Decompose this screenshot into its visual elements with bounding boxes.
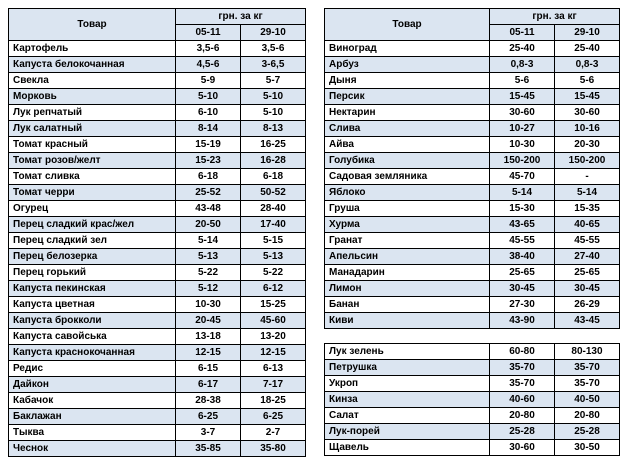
- price-date-2: 50-52: [241, 185, 306, 201]
- table-row: [9, 377, 306, 393]
- price-date-2: 80-130: [555, 344, 620, 360]
- table-row: [325, 201, 620, 217]
- product-name: Нектарин: [325, 105, 490, 121]
- product-name: Перец сладкий зел: [9, 233, 176, 249]
- product-name: Перец сладкий крас/жел: [9, 217, 176, 233]
- fruits-greens-rows: [325, 41, 620, 456]
- price-date-2: 150-200: [555, 153, 620, 169]
- product-name: Персик: [325, 89, 490, 105]
- price-date-1: 10-27: [490, 121, 555, 137]
- header-unit: грн. за кг: [490, 9, 620, 25]
- price-date-2: 25-65: [555, 265, 620, 281]
- header-date-1: 05-11: [490, 25, 555, 41]
- price-date-2: 25-40: [555, 41, 620, 57]
- table-row: [325, 121, 620, 137]
- product-name: Томат красный: [9, 137, 176, 153]
- header-date-2: 29-10: [241, 25, 306, 41]
- price-date-1: 25-52: [176, 185, 241, 201]
- product-name: Манадарин: [325, 265, 490, 281]
- price-date-1: 15-19: [176, 137, 241, 153]
- table-row: [9, 441, 306, 457]
- table-row: [9, 281, 306, 297]
- price-date-2: 26-29: [555, 297, 620, 313]
- price-date-2: 6-13: [241, 361, 306, 377]
- table-row: [325, 233, 620, 249]
- price-date-1: 10-30: [176, 297, 241, 313]
- table-row: [9, 425, 306, 441]
- product-name: Капуста пекинская: [9, 281, 176, 297]
- price-date-2: 5-22: [241, 265, 306, 281]
- product-name: Щавель: [325, 440, 490, 456]
- price-date-1: 10-30: [490, 137, 555, 153]
- price-date-2: 2-7: [241, 425, 306, 441]
- product-name: Лук-порей: [325, 424, 490, 440]
- table-row: [325, 313, 620, 329]
- table-row: [9, 409, 306, 425]
- price-date-2: 8-13: [241, 121, 306, 137]
- price-date-2: 16-28: [241, 153, 306, 169]
- table-row: [9, 249, 306, 265]
- table-row: [9, 393, 306, 409]
- table-row: [9, 89, 306, 105]
- table-row: [9, 169, 306, 185]
- price-date-1: 38-40: [490, 249, 555, 265]
- table-row: [325, 169, 620, 185]
- product-name: Редис: [9, 361, 176, 377]
- price-date-2: 6-25: [241, 409, 306, 425]
- price-date-2: 20-80: [555, 408, 620, 424]
- price-date-1: 20-45: [176, 313, 241, 329]
- price-date-2: 6-12: [241, 281, 306, 297]
- price-date-1: 30-60: [490, 440, 555, 456]
- table-row: [325, 217, 620, 233]
- table-row: [9, 153, 306, 169]
- price-date-1: 6-15: [176, 361, 241, 377]
- price-date-1: 27-30: [490, 297, 555, 313]
- price-date-2: 20-30: [555, 137, 620, 153]
- section-gap: [325, 329, 620, 344]
- product-name: Слива: [325, 121, 490, 137]
- vegetables-price-table: [8, 8, 306, 457]
- price-date-2: 40-50: [555, 392, 620, 408]
- price-date-2: 35-80: [241, 441, 306, 457]
- price-date-1: 5-13: [176, 249, 241, 265]
- table-row: [9, 345, 306, 361]
- price-date-2: 5-10: [241, 105, 306, 121]
- table-row: [325, 137, 620, 153]
- product-name: Баклажан: [9, 409, 176, 425]
- table-row: [325, 392, 620, 408]
- product-name: Хурма: [325, 217, 490, 233]
- product-name: Томат сливка: [9, 169, 176, 185]
- price-date-2: 15-25: [241, 297, 306, 313]
- price-date-2: 7-17: [241, 377, 306, 393]
- price-date-1: 25-28: [490, 424, 555, 440]
- price-date-1: 150-200: [490, 153, 555, 169]
- product-name: Картофель: [9, 41, 176, 57]
- table-row: [325, 440, 620, 456]
- table-row: [9, 73, 306, 89]
- product-name: Лимон: [325, 281, 490, 297]
- price-date-1: 25-40: [490, 41, 555, 57]
- price-date-2: 0,8-3: [555, 57, 620, 73]
- table-row: [325, 73, 620, 89]
- table-row: [9, 57, 306, 73]
- product-name: Перец белозерка: [9, 249, 176, 265]
- price-date-1: 13-18: [176, 329, 241, 345]
- price-date-1: 25-65: [490, 265, 555, 281]
- table-row: [325, 424, 620, 440]
- price-date-1: 6-10: [176, 105, 241, 121]
- product-name: Лук зелень: [325, 344, 490, 360]
- table-row: [9, 297, 306, 313]
- product-name: Тыква: [9, 425, 176, 441]
- product-name: Капуста брокколи: [9, 313, 176, 329]
- price-date-1: 30-60: [490, 105, 555, 121]
- product-name: Салат: [325, 408, 490, 424]
- product-name: Виноград: [325, 41, 490, 57]
- product-name: Апельсин: [325, 249, 490, 265]
- price-date-1: 0,8-3: [490, 57, 555, 73]
- price-date-2: 45-55: [555, 233, 620, 249]
- price-date-2: 5-10: [241, 89, 306, 105]
- product-name: Капуста белокочанная: [9, 57, 176, 73]
- price-date-2: 30-45: [555, 281, 620, 297]
- product-name: Петрушка: [325, 360, 490, 376]
- price-date-1: 4,5-6: [176, 57, 241, 73]
- price-date-1: 5-6: [490, 73, 555, 89]
- price-date-1: 6-25: [176, 409, 241, 425]
- price-date-2: 18-25: [241, 393, 306, 409]
- product-name: Лук салатный: [9, 121, 176, 137]
- table-row: [9, 217, 306, 233]
- table-row: [9, 137, 306, 153]
- price-date-1: 35-85: [176, 441, 241, 457]
- product-name: Голубика: [325, 153, 490, 169]
- price-date-1: 5-9: [176, 73, 241, 89]
- header-product: Товар: [9, 9, 176, 41]
- fruits-greens-price-table: [324, 8, 620, 456]
- table-row: [325, 89, 620, 105]
- table-row: [9, 329, 306, 345]
- price-date-1: 20-50: [176, 217, 241, 233]
- price-date-2: 5-14: [555, 185, 620, 201]
- price-date-2: 6-18: [241, 169, 306, 185]
- table-row: [325, 297, 620, 313]
- price-date-1: 6-17: [176, 377, 241, 393]
- price-date-2: 15-45: [555, 89, 620, 105]
- price-date-2: 5-15: [241, 233, 306, 249]
- vegetables-rows: [9, 41, 306, 457]
- price-date-1: 5-12: [176, 281, 241, 297]
- price-date-1: 15-45: [490, 89, 555, 105]
- table-row: [9, 265, 306, 281]
- price-date-2: 5-6: [555, 73, 620, 89]
- product-name: Дыня: [325, 73, 490, 89]
- header-product: Товар: [325, 9, 490, 41]
- price-date-2: 10-16: [555, 121, 620, 137]
- price-date-2: 35-70: [555, 376, 620, 392]
- table-row: [9, 105, 306, 121]
- product-name: Груша: [325, 201, 490, 217]
- header-date-2: 29-10: [555, 25, 620, 41]
- product-name: Томат розов/желт: [9, 153, 176, 169]
- table-row: [325, 281, 620, 297]
- price-date-1: 12-15: [176, 345, 241, 361]
- price-date-2: 3,5-6: [241, 41, 306, 57]
- price-date-1: 5-14: [176, 233, 241, 249]
- price-date-1: 5-14: [490, 185, 555, 201]
- table-row: [9, 201, 306, 217]
- price-date-2: 13-20: [241, 329, 306, 345]
- header-unit: грн. за кг: [176, 9, 306, 25]
- product-name: Укроп: [325, 376, 490, 392]
- price-date-1: 43-48: [176, 201, 241, 217]
- table-row: [9, 121, 306, 137]
- table-row: [325, 408, 620, 424]
- table-row: [9, 185, 306, 201]
- table-row: [9, 361, 306, 377]
- table-row: [325, 344, 620, 360]
- product-name: Чеснок: [9, 441, 176, 457]
- price-date-2: 15-35: [555, 201, 620, 217]
- product-name: Капуста савойська: [9, 329, 176, 345]
- product-name: Лук репчатый: [9, 105, 176, 121]
- product-name: Киви: [325, 313, 490, 329]
- product-name: Садовая земляника: [325, 169, 490, 185]
- product-name: Дайкон: [9, 377, 176, 393]
- product-name: Огурец: [9, 201, 176, 217]
- price-date-1: 5-10: [176, 89, 241, 105]
- product-name: Капуста цветная: [9, 297, 176, 313]
- table-row: [325, 105, 620, 121]
- product-name: Арбуз: [325, 57, 490, 73]
- product-name: Томат черри: [9, 185, 176, 201]
- table-row: [9, 233, 306, 249]
- table-row: [325, 41, 620, 57]
- product-name: Капуста краснокочанная: [9, 345, 176, 361]
- table-row: [325, 185, 620, 201]
- price-date-1: 15-30: [490, 201, 555, 217]
- product-name: Кабачок: [9, 393, 176, 409]
- table-row: [325, 249, 620, 265]
- price-date-1: 15-23: [176, 153, 241, 169]
- price-date-2: 27-40: [555, 249, 620, 265]
- price-date-2: 16-25: [241, 137, 306, 153]
- table-row: [325, 376, 620, 392]
- price-date-2: 5-7: [241, 73, 306, 89]
- price-date-2: 3-6,5: [241, 57, 306, 73]
- price-date-2: 30-50: [555, 440, 620, 456]
- table-row: [325, 57, 620, 73]
- table-row: [325, 153, 620, 169]
- table-row: [325, 360, 620, 376]
- price-date-1: 5-22: [176, 265, 241, 281]
- price-date-1: 43-90: [490, 313, 555, 329]
- price-date-1: 6-18: [176, 169, 241, 185]
- price-date-2: 25-28: [555, 424, 620, 440]
- price-date-1: 43-65: [490, 217, 555, 233]
- price-date-1: 30-45: [490, 281, 555, 297]
- table-row: [9, 313, 306, 329]
- product-name: Перец горький: [9, 265, 176, 281]
- price-date-2: 12-15: [241, 345, 306, 361]
- price-date-1: 35-70: [490, 360, 555, 376]
- product-name: Свекла: [9, 73, 176, 89]
- price-date-1: 40-60: [490, 392, 555, 408]
- price-date-2: 30-60: [555, 105, 620, 121]
- product-name: Айва: [325, 137, 490, 153]
- product-name: Банан: [325, 297, 490, 313]
- price-date-2: 17-40: [241, 217, 306, 233]
- price-date-2: -: [555, 169, 620, 185]
- header-date-1: 05-11: [176, 25, 241, 41]
- price-date-2: 5-13: [241, 249, 306, 265]
- product-name: Яблоко: [325, 185, 490, 201]
- product-name: Морковь: [9, 89, 176, 105]
- price-date-2: 35-70: [555, 360, 620, 376]
- price-date-1: 8-14: [176, 121, 241, 137]
- product-name: Кинза: [325, 392, 490, 408]
- price-date-1: 60-80: [490, 344, 555, 360]
- product-name: Гранат: [325, 233, 490, 249]
- table-row: [325, 265, 620, 281]
- price-date-1: 45-70: [490, 169, 555, 185]
- price-date-1: 35-70: [490, 376, 555, 392]
- price-date-1: 3,5-6: [176, 41, 241, 57]
- price-date-1: 3-7: [176, 425, 241, 441]
- price-date-1: 28-38: [176, 393, 241, 409]
- price-date-1: 20-80: [490, 408, 555, 424]
- price-date-2: 40-65: [555, 217, 620, 233]
- price-date-2: 43-45: [555, 313, 620, 329]
- table-row: [9, 41, 306, 57]
- price-date-1: 45-55: [490, 233, 555, 249]
- price-date-2: 28-40: [241, 201, 306, 217]
- price-date-2: 45-60: [241, 313, 306, 329]
